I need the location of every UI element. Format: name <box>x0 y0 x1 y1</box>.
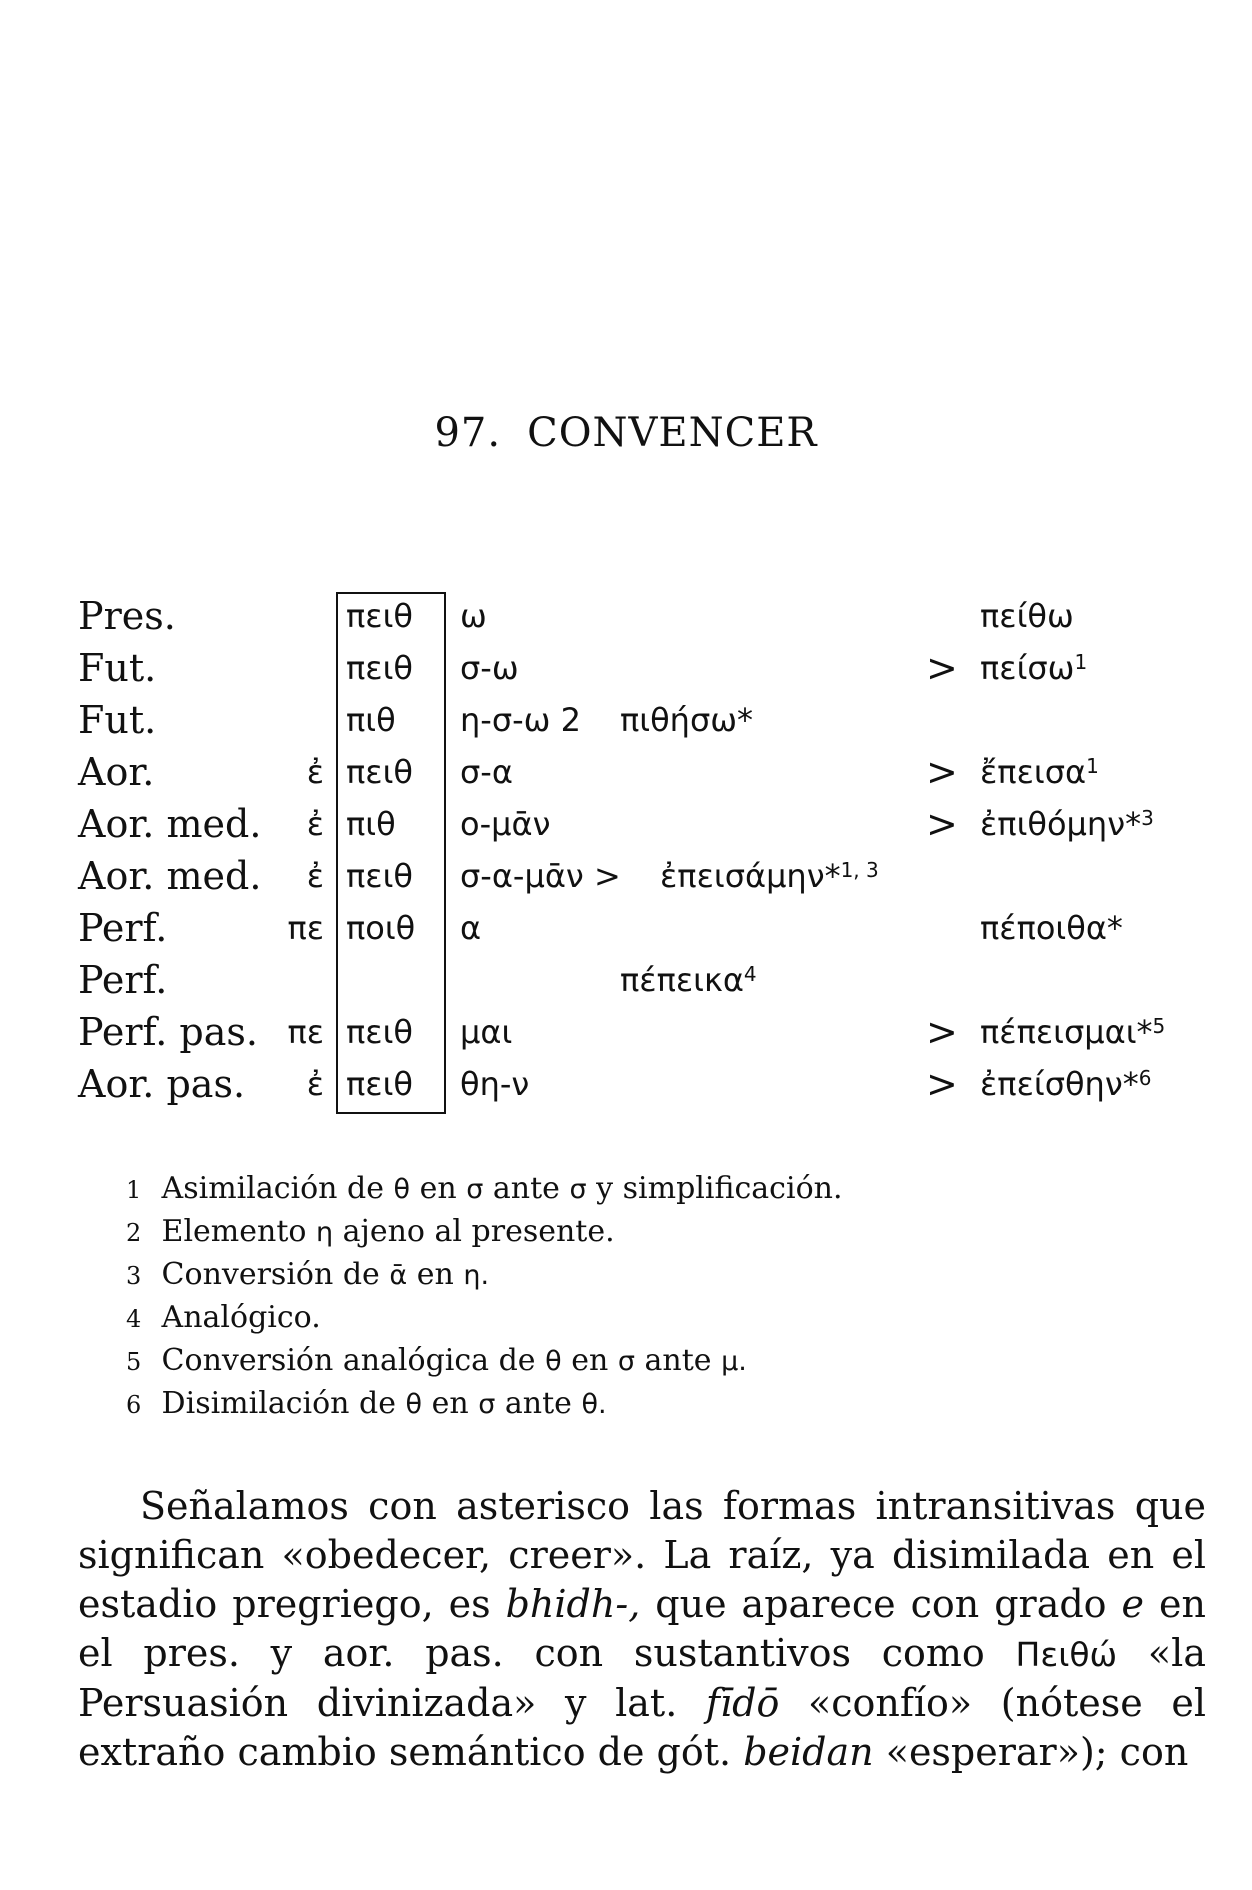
root-box-bottom-rule <box>336 1112 446 1114</box>
footnote-number: 6 <box>126 1391 142 1419</box>
table-row <box>0 852 1252 900</box>
arrow-symbol: > <box>926 646 958 690</box>
arrow-symbol: > <box>926 802 958 846</box>
footnote-number: 2 <box>126 1219 142 1247</box>
resulting-form: ἔπεισα$^1$ <box>980 753 1099 791</box>
section-number: 97. <box>434 410 502 456</box>
root-cell: πειθ <box>346 753 413 791</box>
resulting-form: πέποιθα* <box>980 909 1123 947</box>
table-row <box>0 1008 1252 1056</box>
table-row <box>0 956 1252 1004</box>
footnote-number: 5 <box>126 1348 142 1376</box>
section-heading: CONVENCER <box>527 410 818 456</box>
footnote: 1 Asimilación de θ en σ ante σ y simplificación. <box>126 1168 1126 1211</box>
table-row <box>0 644 1252 692</box>
ending-cell: σ-α <box>460 753 513 791</box>
ending-cell: σ-α-μᾱν > <box>460 857 621 895</box>
root-cell: πειθ <box>346 597 413 635</box>
resulting-form: πείθω <box>980 597 1074 635</box>
footnote: 4 Analógico. <box>126 1297 1126 1340</box>
augment-prefix: πε <box>287 1013 324 1051</box>
ending-cell: μαι <box>460 1013 513 1051</box>
arrow-symbol: > <box>926 1010 958 1054</box>
footnote: 6 Disimilación de θ en σ ante θ. <box>126 1383 1126 1426</box>
tense-label: Fut. <box>78 698 157 742</box>
table-row <box>0 748 1252 796</box>
resulting-form: ἐπιθόμην*$^3$ <box>980 805 1154 843</box>
tense-label: Aor. med. <box>78 854 262 898</box>
tense-label: Pres. <box>78 594 176 638</box>
augment-prefix: ἐ <box>306 753 324 791</box>
ending-cell: σ-ω <box>460 649 519 687</box>
table-row <box>0 592 1252 640</box>
ending-cell: ω <box>460 597 487 635</box>
arrow-symbol: > <box>926 750 958 794</box>
section-title <box>0 410 1252 456</box>
tense-label: Perf. <box>78 906 168 950</box>
root-cell: πιθ <box>346 701 396 739</box>
tense-label: Perf. <box>78 958 168 1002</box>
root-cell: πειθ <box>346 649 413 687</box>
footnotes <box>126 1168 1126 1426</box>
root-cell: πιθ <box>346 805 396 843</box>
ending-cell: ο-μᾱν <box>460 805 551 843</box>
footnote: 2 Elemento η ajeno al presente. <box>126 1211 1126 1254</box>
table-row <box>0 1060 1252 1108</box>
tense-label: Aor. <box>78 750 155 794</box>
augment-prefix: ἐ <box>306 1065 324 1103</box>
augment-prefix: πε <box>287 909 324 947</box>
ending-cell: α <box>460 909 482 947</box>
resulting-form: πείσω$^1$ <box>980 649 1088 687</box>
root-cell: πειθ <box>346 1013 413 1051</box>
footnote: 5 Conversión analógica de θ en σ ante μ. <box>126 1340 1126 1383</box>
intermediate-form: πέπεικα$^4$ <box>620 961 757 999</box>
table-row <box>0 696 1252 744</box>
footnote: 3 Conversión de ᾱ en η. <box>126 1254 1126 1297</box>
augment-prefix: ἐ <box>306 805 324 843</box>
body-paragraph: Señalamos con asterisco las formas intransitivas que significan «obedecer, creer». La raíz, ya disimilada en el estadio pregriego, es bhidh-, que aparece con grado e en el pres. y aor. pas. con sustantivos como Πειθώ «la Persuasión divinizada» y lat. fīdō «confío» (nótese el extraño cambio semántico de gót. beidan «esperar»); con <box>78 1484 1206 1774</box>
tense-label: Aor. pas. <box>78 1062 246 1106</box>
root-cell: ποιθ <box>346 909 416 947</box>
resulting-form: ἐπείσθην*$^6$ <box>980 1065 1152 1103</box>
root-cell: πειθ <box>346 1065 413 1103</box>
tense-label: Fut. <box>78 646 157 690</box>
intermediate-form: ἐπεισάμην*$^{1, 3}$ <box>660 857 879 895</box>
footnote-number: 4 <box>126 1305 142 1333</box>
table-row <box>0 800 1252 848</box>
arrow-symbol: > <box>926 1062 958 1106</box>
intermediate-form: πιθήσω* <box>620 701 754 739</box>
tense-label: Perf. pas. <box>78 1010 258 1054</box>
resulting-form: πέπεισμαι*$^5$ <box>980 1013 1166 1051</box>
conjugation-table <box>0 592 1252 1122</box>
ending-cell: θη-ν <box>460 1065 530 1103</box>
root-cell: πειθ <box>346 857 413 895</box>
tense-label: Aor. med. <box>78 802 262 846</box>
augment-prefix: ἐ <box>306 857 324 895</box>
footnote-number: 3 <box>126 1262 142 1290</box>
table-row <box>0 904 1252 952</box>
footnote-number: 1 <box>126 1176 142 1204</box>
ending-cell: η-σ-ω 2 <box>460 701 581 739</box>
